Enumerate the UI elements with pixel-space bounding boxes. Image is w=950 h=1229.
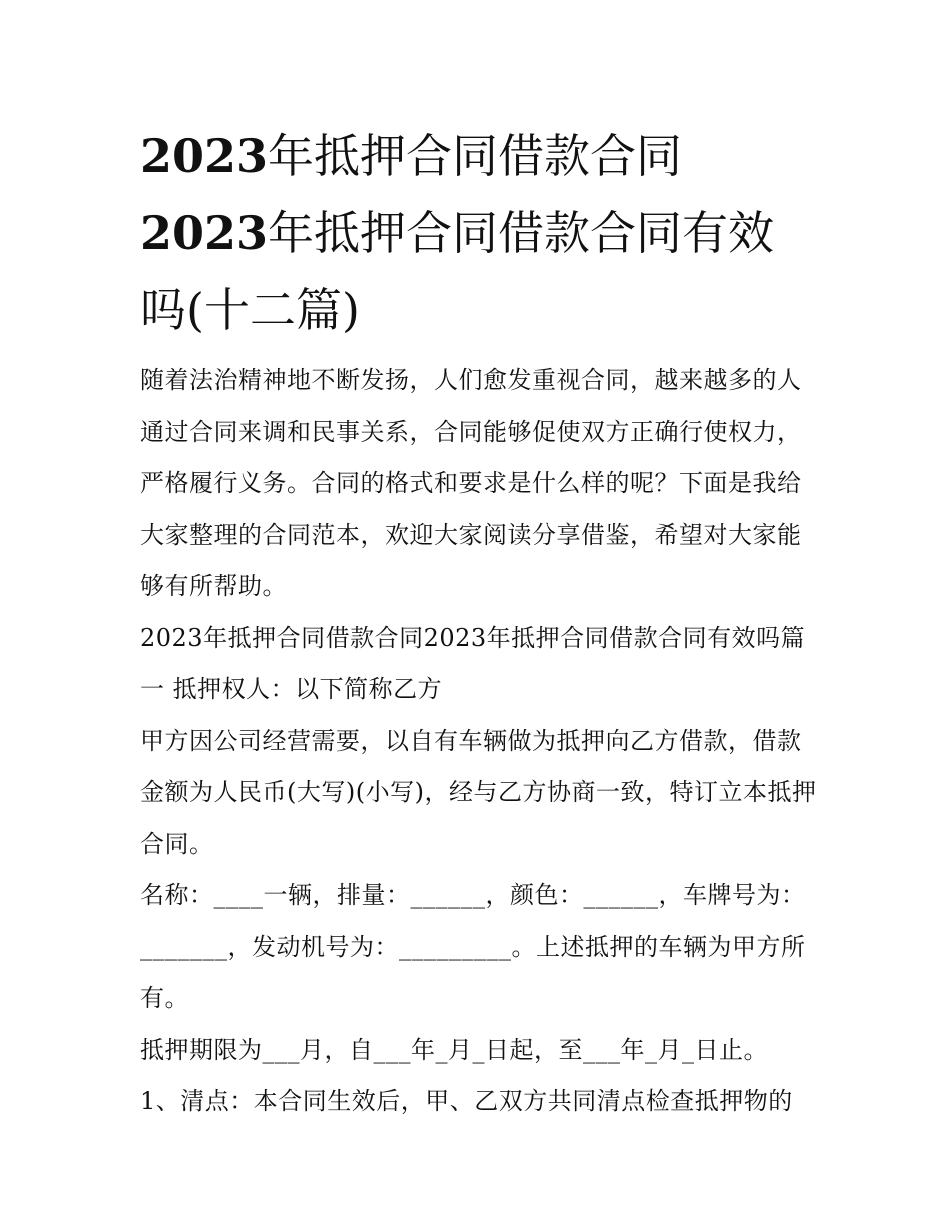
paragraph-loan-purpose: 甲方因公司经营需要，以自有车辆做为抵押向乙方借款，借款金额为人民币(大写)(小写)，经与乙方协商一致，特订立本抵押合同。 (140, 726, 817, 858)
document-title (140, 118, 820, 349)
document-page (140, 118, 820, 1128)
title-line-2 (140, 195, 820, 272)
title-year-1: 2023 (140, 129, 269, 183)
title-line-1 (140, 118, 820, 195)
paragraph-term: 抵押期限为___月，自___年_月_日起，至___年_月_日止。 (140, 1035, 768, 1064)
title-text-1: 年抵押合同借款合同 (268, 129, 683, 183)
title-text-2: 年抵押合同借款合同有效 (268, 206, 775, 260)
paragraph-heading: 2023年抵押合同借款合同2023年抵押合同借款合同有效吗篇一 抵押权人：以下简称乙方 (140, 623, 806, 703)
paragraph-clause-1: 1、清点：本合同生效后，甲、乙双方共同清点检查抵押物的 (140, 1087, 793, 1115)
paragraph-vehicle-info: 名称：____一辆，排量：______，颜色：______，车牌号为：_______，发动机号为：_________。上述抵押的车辆为甲方所有。 (140, 881, 806, 1012)
title-year-2: 2023 (140, 206, 269, 260)
title-text-3: 吗(十二篇) (140, 283, 360, 337)
paragraph-intro: 随着法治精神地不断发扬，人们愈发重视合同，越来越多的人通过合同来调和民事关系，合同能够促使双方正确行使权力，严格履行义务。合同的格式和要求是什么样的呢？下面是我给大家整理的合同范本，欢迎大家阅读分享借鉴，希望对大家能够有所帮助。 (140, 366, 802, 600)
title-line-3 (140, 272, 820, 349)
